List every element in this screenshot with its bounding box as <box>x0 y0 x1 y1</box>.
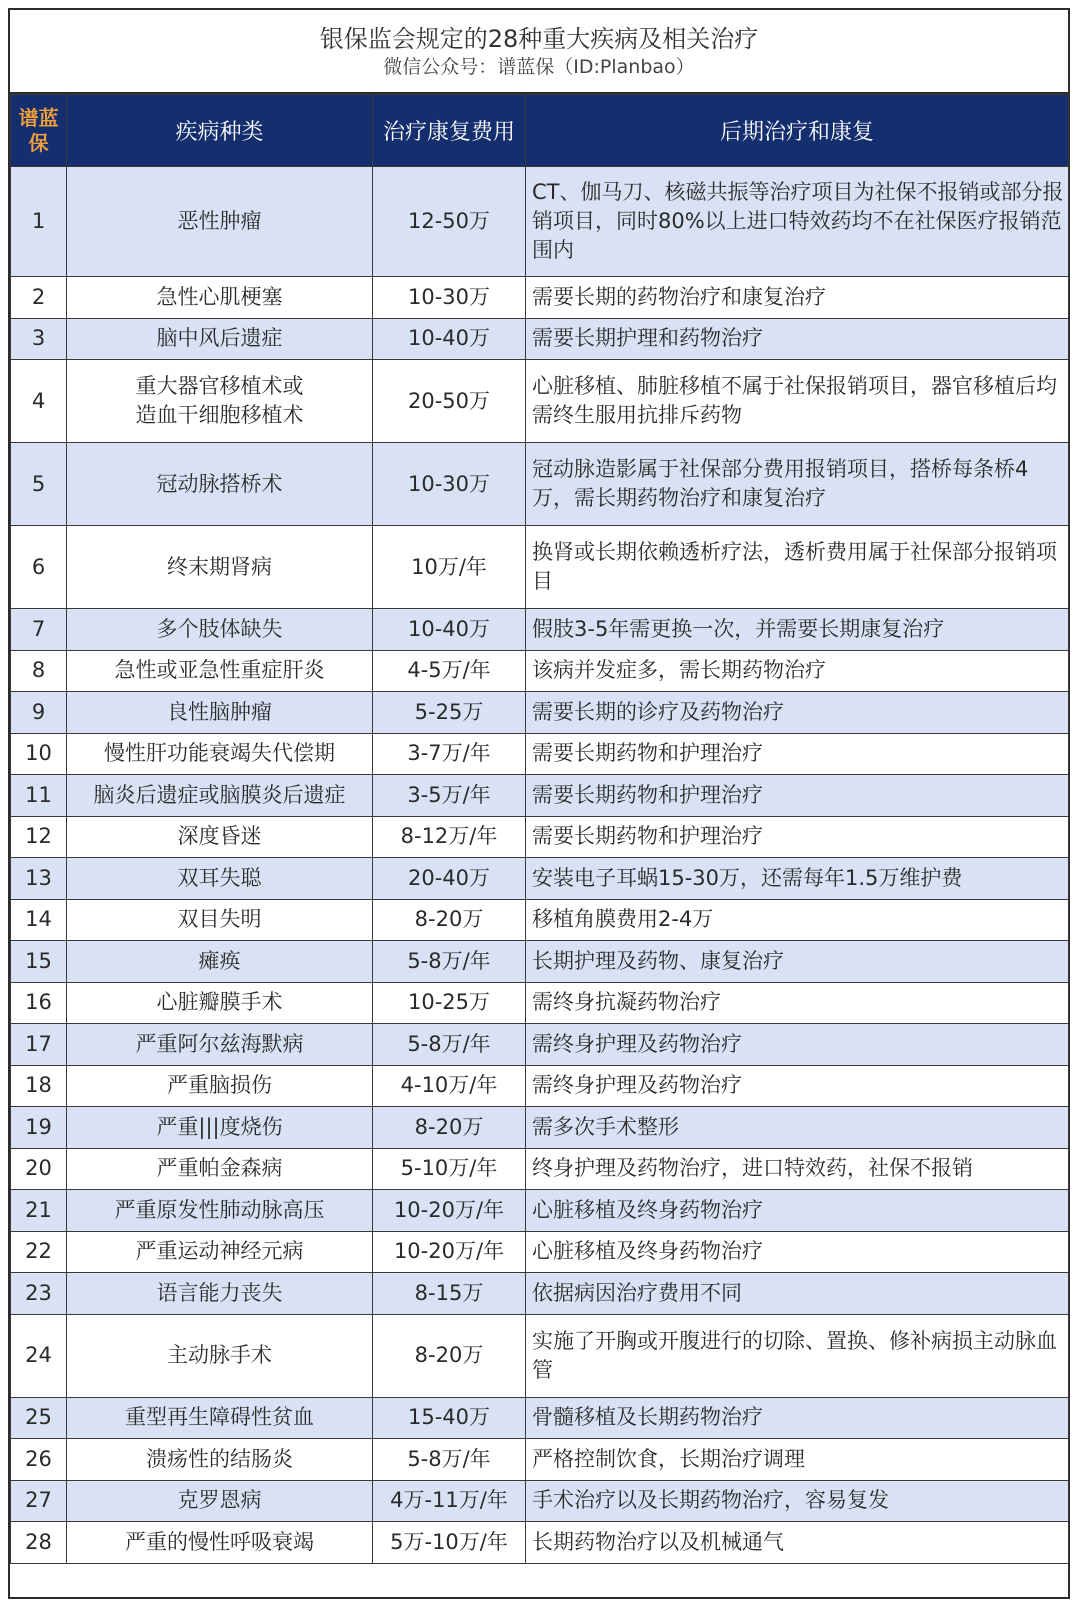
followup-treatment: 安装电子耳蜗15-30万，还需每年1.5万维护费 <box>526 858 1069 900</box>
followup-treatment: 换肾或长期依赖透析疗法，透析费用属于社保部分报销项目 <box>526 526 1069 609</box>
row-number: 4 <box>11 360 67 443</box>
row-number: 20 <box>11 1148 67 1190</box>
table-row <box>11 1190 1069 1232</box>
row-number: 16 <box>11 982 67 1024</box>
disease-name: 深度昏迷 <box>67 816 373 858</box>
disease-name: 严重阿尔兹海默病 <box>67 1024 373 1066</box>
table-row <box>11 1107 1069 1149</box>
treatment-cost: 10-40万 <box>373 318 526 360</box>
treatment-cost: 8-20万 <box>373 1107 526 1149</box>
followup-treatment: 需要长期药物和护理治疗 <box>526 816 1069 858</box>
treatment-cost: 10-20万/年 <box>373 1231 526 1273</box>
disease-name: 急性或亚急性重症肝炎 <box>67 650 373 692</box>
table-row <box>11 816 1069 858</box>
row-number: 22 <box>11 1231 67 1273</box>
table-row <box>11 609 1069 651</box>
treatment-cost: 4-10万/年 <box>373 1065 526 1107</box>
document-frame <box>8 8 1070 1599</box>
row-number: 2 <box>11 277 67 319</box>
followup-treatment: 严格控制饮食，长期治疗调理 <box>526 1439 1069 1481</box>
table-row <box>11 360 1069 443</box>
disease-name: 语言能力丧失 <box>67 1273 373 1315</box>
disease-name: 严重脑损伤 <box>67 1065 373 1107</box>
treatment-cost: 4-5万/年 <box>373 650 526 692</box>
treatment-cost: 20-50万 <box>373 360 526 443</box>
disease-name: 良性脑肿瘤 <box>67 692 373 734</box>
brand-header-cell <box>11 95 67 167</box>
followup-treatment: 依据病因治疗费用不同 <box>526 1273 1069 1315</box>
row-number: 6 <box>11 526 67 609</box>
followup-treatment: 需要长期护理和药物治疗 <box>526 318 1069 360</box>
table-row <box>11 1314 1069 1397</box>
disease-name: 严重帕金森病 <box>67 1148 373 1190</box>
followup-header: 后期治疗和康复 <box>526 95 1069 167</box>
followup-treatment: 心脏移植及终身药物治疗 <box>526 1190 1069 1232</box>
treatment-cost: 3-5万/年 <box>373 775 526 817</box>
disease-name: 溃疡性的结肠炎 <box>67 1439 373 1481</box>
treatment-cost: 5-10万/年 <box>373 1148 526 1190</box>
title-box <box>10 10 1068 94</box>
treatment-cost: 8-15万 <box>373 1273 526 1315</box>
row-number: 19 <box>11 1107 67 1149</box>
followup-treatment: 需终身护理及药物治疗 <box>526 1024 1069 1066</box>
followup-treatment: 冠动脉造影属于社保部分费用报销项目，搭桥每条桥4万，需长期药物治疗和康复治疗 <box>526 443 1069 526</box>
followup-treatment: 需终身护理及药物治疗 <box>526 1065 1069 1107</box>
followup-treatment: 需终身抗凝药物治疗 <box>526 982 1069 1024</box>
disease-name: 严重的慢性呼吸衰竭 <box>67 1522 373 1564</box>
treatment-cost: 8-20万 <box>373 899 526 941</box>
followup-treatment: 手术治疗以及长期药物治疗，容易复发 <box>526 1480 1069 1522</box>
table-row <box>11 526 1069 609</box>
disease-name: 重型再生障碍性贫血 <box>67 1397 373 1439</box>
followup-treatment: 长期药物治疗以及机械通气 <box>526 1522 1069 1564</box>
treatment-cost: 5万-10万/年 <box>373 1522 526 1564</box>
treatment-cost: 8-12万/年 <box>373 816 526 858</box>
row-number: 26 <box>11 1439 67 1481</box>
treatment-cost: 10-30万 <box>373 277 526 319</box>
row-number: 17 <box>11 1024 67 1066</box>
table-row <box>11 1522 1069 1564</box>
row-number: 24 <box>11 1314 67 1397</box>
table-row <box>11 775 1069 817</box>
row-number: 23 <box>11 1273 67 1315</box>
followup-treatment: 实施了开胸或开腹进行的切除、置换、修补病损主动脉血管 <box>526 1314 1069 1397</box>
table-header-row <box>11 95 1069 167</box>
table-row <box>11 1273 1069 1315</box>
treatment-cost: 15-40万 <box>373 1397 526 1439</box>
treatment-cost: 5-8万/年 <box>373 1024 526 1066</box>
disease-name <box>67 360 373 443</box>
row-number: 25 <box>11 1397 67 1439</box>
disease-table <box>10 94 1069 1564</box>
treatment-cost: 3-7万/年 <box>373 733 526 775</box>
followup-treatment: 假肢3-5年需更换一次，并需要长期康复治疗 <box>526 609 1069 651</box>
table-row <box>11 982 1069 1024</box>
disease-name: 主动脉手术 <box>67 1314 373 1397</box>
treatment-cost: 5-25万 <box>373 692 526 734</box>
table-row <box>11 318 1069 360</box>
row-number: 14 <box>11 899 67 941</box>
followup-treatment: 终身护理及药物治疗，进口特效药，社保不报销 <box>526 1148 1069 1190</box>
row-number: 5 <box>11 443 67 526</box>
disease-header: 疾病种类 <box>67 95 373 167</box>
table-row <box>11 277 1069 319</box>
disease-name: 多个肢体缺失 <box>67 609 373 651</box>
table-row <box>11 692 1069 734</box>
table-row <box>11 1065 1069 1107</box>
disease-name: 心脏瓣膜手术 <box>67 982 373 1024</box>
disease-name: 双目失明 <box>67 899 373 941</box>
row-number: 3 <box>11 318 67 360</box>
disease-name: 终末期肾病 <box>67 526 373 609</box>
treatment-cost: 10-25万 <box>373 982 526 1024</box>
disease-name-line: 造血干细胞移植术 <box>135 403 304 427</box>
row-number: 11 <box>11 775 67 817</box>
treatment-cost: 20-40万 <box>373 858 526 900</box>
table-row <box>11 1148 1069 1190</box>
table-row <box>11 733 1069 775</box>
table-row <box>11 858 1069 900</box>
row-number: 28 <box>11 1522 67 1564</box>
row-number: 21 <box>11 1190 67 1232</box>
row-number: 9 <box>11 692 67 734</box>
disease-name: 脑中风后遗症 <box>67 318 373 360</box>
table-row <box>11 443 1069 526</box>
followup-treatment: 需要长期的药物治疗和康复治疗 <box>526 277 1069 319</box>
treatment-cost: 5-8万/年 <box>373 941 526 983</box>
cost-header: 治疗康复费用 <box>373 95 526 167</box>
treatment-cost: 5-8万/年 <box>373 1439 526 1481</box>
row-number: 18 <box>11 1065 67 1107</box>
followup-treatment: 心脏移植及终身药物治疗 <box>526 1231 1069 1273</box>
treatment-cost: 10万/年 <box>373 526 526 609</box>
treatment-cost: 10-20万/年 <box>373 1190 526 1232</box>
followup-treatment: 需要长期药物和护理治疗 <box>526 775 1069 817</box>
table-row <box>11 1480 1069 1522</box>
followup-treatment: CT、伽马刀、核磁共振等治疗项目为社保不报销或部分报销项目，同时80%以上进口特效药均不在社保医疗报销范围内 <box>526 167 1069 277</box>
row-number: 10 <box>11 733 67 775</box>
page-title: 银保监会规定的28种重大疾病及相关治疗 <box>319 25 759 53</box>
treatment-cost: 10-40万 <box>373 609 526 651</box>
table-row <box>11 650 1069 692</box>
disease-name: 克罗恩病 <box>67 1480 373 1522</box>
followup-treatment: 长期护理及药物、康复治疗 <box>526 941 1069 983</box>
treatment-cost: 8-20万 <box>373 1314 526 1397</box>
table-row <box>11 1397 1069 1439</box>
treatment-cost: 12-50万 <box>373 167 526 277</box>
disease-name: 瘫痪 <box>67 941 373 983</box>
disease-name: 严重|||度烧伤 <box>67 1107 373 1149</box>
disease-name: 恶性肿瘤 <box>67 167 373 277</box>
table-row <box>11 899 1069 941</box>
treatment-cost: 4万-11万/年 <box>373 1480 526 1522</box>
followup-treatment: 骨髓移植及长期药物治疗 <box>526 1397 1069 1439</box>
row-number: 27 <box>11 1480 67 1522</box>
followup-treatment: 移植角膜费用2-4万 <box>526 899 1069 941</box>
table-row <box>11 1231 1069 1273</box>
disease-name: 双耳失聪 <box>67 858 373 900</box>
disease-name: 脑炎后遗症或脑膜炎后遗症 <box>67 775 373 817</box>
followup-treatment: 心脏移植、肺脏移植不属于社保报销项目，器官移植后均需终生服用抗排斥药物 <box>526 360 1069 443</box>
table-row <box>11 941 1069 983</box>
table-row <box>11 167 1069 277</box>
row-number: 7 <box>11 609 67 651</box>
followup-treatment: 需多次手术整形 <box>526 1107 1069 1149</box>
treatment-cost: 10-30万 <box>373 443 526 526</box>
row-number: 8 <box>11 650 67 692</box>
followup-treatment: 需要长期药物和护理治疗 <box>526 733 1069 775</box>
row-number: 13 <box>11 858 67 900</box>
disease-name: 严重运动神经元病 <box>67 1231 373 1273</box>
disease-name-line: 重大器官移植术或 <box>135 374 304 398</box>
followup-treatment: 该病并发症多，需长期药物治疗 <box>526 650 1069 692</box>
brand-line1: 谱蓝 <box>18 105 59 130</box>
brand-line2: 保 <box>28 130 49 155</box>
disease-name: 冠动脉搭桥术 <box>67 443 373 526</box>
table-row <box>11 1024 1069 1066</box>
row-number: 15 <box>11 941 67 983</box>
row-number: 12 <box>11 816 67 858</box>
followup-treatment: 需要长期的诊疗及药物治疗 <box>526 692 1069 734</box>
disease-name: 严重原发性肺动脉高压 <box>67 1190 373 1232</box>
table-row <box>11 1439 1069 1481</box>
row-number: 1 <box>11 167 67 277</box>
disease-name: 慢性肝功能衰竭失代偿期 <box>67 733 373 775</box>
page-subtitle: 微信公众号：谱蓝保（ID:Planbao） <box>383 56 695 78</box>
disease-name: 急性心肌梗塞 <box>67 277 373 319</box>
